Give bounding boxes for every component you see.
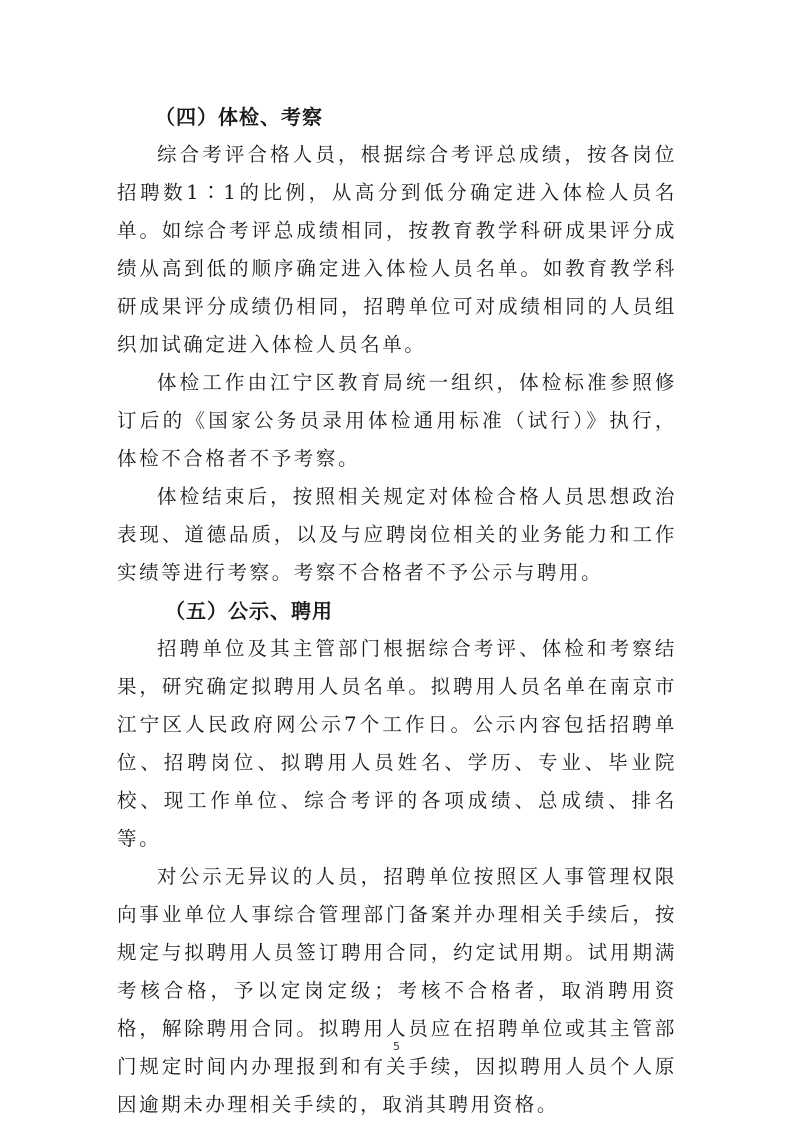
document-body — [117, 98, 677, 1124]
page-number: 5 — [393, 1040, 400, 1053]
section-heading-publicity-hiring: （五）公示、聘用 — [165, 599, 333, 623]
paragraph-inspection: 体检结束后，按照相关规定对体检合格人员思想政治表现、道德品质，以及与应聘岗位相关的业务能力和工作实绩等进行考察。考察不合格者不予公示与聘用。 — [117, 485, 677, 584]
section-heading-physical-exam: （四）体检、考察 — [155, 105, 323, 129]
paragraph-hiring-contract: 对公示无异议的人员，招聘单位按照区人事管理权限向事业单位人事综合管理部门备案并办理相关手续后，按规定与拟聘用人员签订聘用合同，约定试用期。试用期满考核合格，予以定岗定级；考核不合格者，取消聘用资格，解除聘用合同。拟聘用人员应在招聘单位或其主管部门规定时间内办理报到和有关手续，因拟聘用人员个人原因逾期未办理相关手续的，取消其聘用资格。 — [117, 865, 677, 1116]
paragraph-publicity: 招聘单位及其主管部门根据综合考评、体检和考察结果，研究确定拟聘用人员名单。拟聘用人员名单在南京市江宁区人民政府网公示7个工作日。公示内容包括招聘单位、招聘岗位、拟聘用人员姓名、学历、专业、毕业院校、现工作单位、综合考评的各项成绩、总成绩、排名等。 — [117, 637, 677, 850]
paragraph-exam-standard: 体检工作由江宁区教育局统一组织，体检标准参照修订后的《国家公务员录用体检通用标准（试行）》执行，体检不合格者不予考察。 — [117, 371, 677, 470]
paragraph-exam-eligibility: 综合考评合格人员，根据综合考评总成绩，按各岗位招聘数1∶1的比例，从高分到低分确定进入体检人员名单。如综合考评总成绩相同，按教育教学科研成果评分成绩从高到低的顺序确定进入体检人员名单。如教育教学科研成果评分成绩仍相同，招聘单位可对成绩相同的人员组织加试确定进入体检人员名单。 — [117, 143, 677, 356]
